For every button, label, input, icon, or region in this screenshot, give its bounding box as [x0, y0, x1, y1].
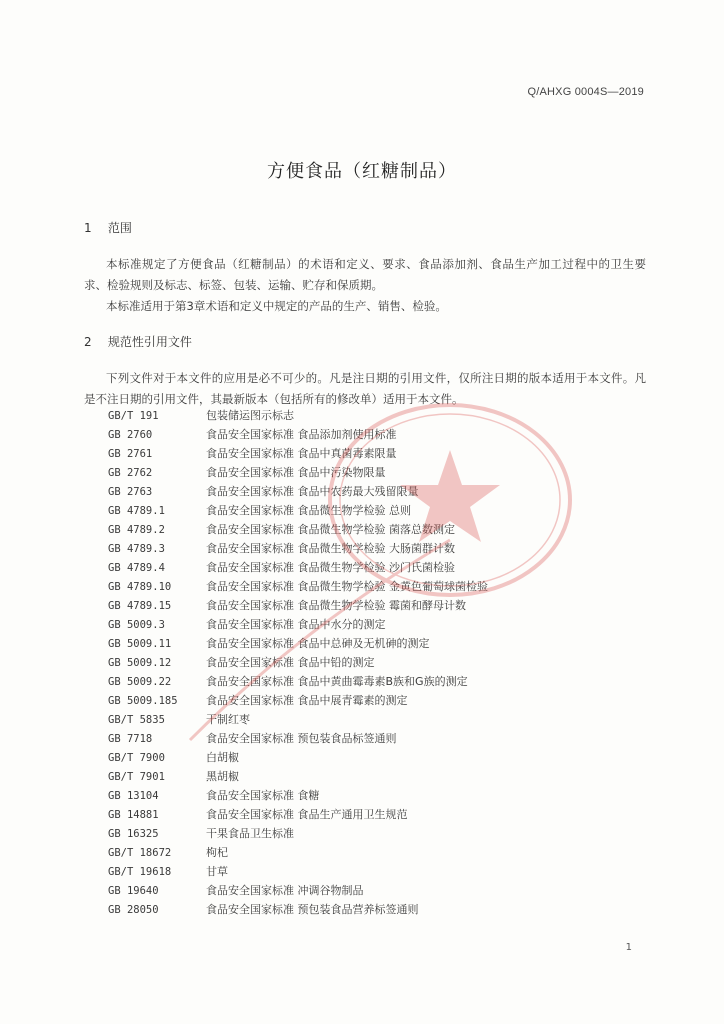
reference-item [108, 767, 628, 786]
reference-item [108, 862, 628, 881]
reference-title: 食品安全国家标准 食品中总砷及无机砷的测定 [206, 637, 430, 650]
section-1-number: 1 [84, 221, 92, 235]
document-title: 方便食品（红糖制品） [267, 161, 457, 182]
section-2-number: 2 [84, 335, 92, 349]
reference-title: 食品安全国家标准 食品微生物学检验 霉菌和酵母计数 [206, 599, 466, 612]
reference-item [108, 444, 628, 463]
reference-item [108, 596, 628, 615]
section-1-paragraph-2: 本标准适用于第3章术语和定义中规定的产品的生产、销售、检验。 [106, 299, 447, 313]
reference-code: GB 16325 [108, 828, 159, 840]
reference-title: 干果食品卫生标准 [206, 827, 294, 840]
reference-title: 食品安全国家标准 食品中真菌毒素限量 [206, 447, 397, 460]
reference-code: GB 4789.3 [108, 543, 165, 555]
reference-title: 食品安全国家标准 食品中黄曲霉毒素B族和G族的测定 [206, 675, 468, 688]
reference-title: 包装储运图示标志 [206, 409, 294, 422]
reference-title: 食品安全国家标准 食品中铅的测定 [206, 656, 375, 669]
reference-code: GB 4789.4 [108, 562, 165, 574]
section-2-intro: 下列文件对于本文件的应用是必不可少的。凡是注日期的引用文件，仅所注日期的版本适用于本文件。凡是不注日期的引用文件，其最新版本（包括所有的修改单）适用于本文件。 [84, 371, 646, 406]
reference-item [108, 710, 628, 729]
reference-code: GB 4789.2 [108, 524, 165, 536]
reference-title: 食品安全国家标准 冲调谷物制品 [206, 884, 364, 897]
section-2-heading [84, 333, 192, 350]
reference-item [108, 558, 628, 577]
reference-title: 白胡椒 [206, 751, 239, 764]
reference-item [108, 425, 628, 444]
reference-title: 食品安全国家标准 食品微生物学检验 总则 [206, 504, 411, 517]
reference-item [108, 539, 628, 558]
document-code: Q/AHXG 0004S—2019 [527, 86, 644, 98]
reference-item [108, 463, 628, 482]
reference-list [108, 406, 628, 919]
reference-code: GB 5009.12 [108, 657, 172, 669]
reference-title: 干制红枣 [206, 713, 250, 726]
reference-item [108, 577, 628, 596]
reference-code: GB 5009.22 [108, 676, 172, 688]
reference-title: 食品安全国家标准 食品生产通用卫生规范 [206, 808, 408, 821]
reference-item [108, 406, 628, 425]
reference-code: GB 4789.1 [108, 505, 165, 517]
reference-title: 食品安全国家标准 预包装食品标签通则 [206, 732, 397, 745]
reference-code: GB 7718 [108, 733, 153, 745]
reference-title: 食品安全国家标准 食品微生物学检验 金黄色葡萄球菌检验 [206, 580, 488, 593]
reference-title: 食品安全国家标准 食品中展青霉素的测定 [206, 694, 408, 707]
reference-item [108, 843, 628, 862]
reference-code: GB 5009.3 [108, 619, 165, 631]
reference-code: GB/T 5835 [108, 714, 165, 726]
reference-item [108, 881, 628, 900]
reference-code: GB/T 7901 [108, 771, 165, 783]
reference-code: GB/T 18672 [108, 847, 172, 859]
reference-item [108, 482, 628, 501]
reference-code: GB 28050 [108, 904, 159, 916]
reference-item [108, 691, 628, 710]
reference-title: 食品安全国家标准 食品添加剂使用标准 [206, 428, 397, 441]
reference-item [108, 824, 628, 843]
reference-code: GB/T 191 [108, 410, 159, 422]
reference-code: GB 13104 [108, 790, 159, 802]
reference-code: GB 4789.15 [108, 600, 172, 612]
reference-code: GB 19640 [108, 885, 159, 897]
section-2-title: 规范性引用文件 [107, 335, 192, 349]
reference-item [108, 729, 628, 748]
reference-code: GB/T 19618 [108, 866, 172, 878]
reference-title: 枸杞 [206, 846, 228, 859]
reference-code: GB/T 7900 [108, 752, 165, 764]
reference-title: 甘草 [206, 865, 228, 878]
reference-item [108, 501, 628, 520]
reference-title: 食品安全国家标准 食糖 [206, 789, 320, 802]
reference-code: GB 5009.11 [108, 638, 172, 650]
reference-code: GB 2763 [108, 486, 153, 498]
reference-item [108, 805, 628, 824]
reference-title: 食品安全国家标准 食品微生物学检验 菌落总数测定 [206, 523, 455, 536]
reference-title: 食品安全国家标准 食品微生物学检验 沙门氏菌检验 [206, 561, 455, 574]
page-number: 1 [625, 942, 632, 953]
reference-title: 黑胡椒 [206, 770, 239, 783]
section-1-title: 范围 [107, 221, 132, 235]
reference-item [108, 520, 628, 539]
reference-item [108, 634, 628, 653]
reference-item [108, 615, 628, 634]
reference-title: 食品安全国家标准 食品中水分的测定 [206, 618, 386, 631]
reference-item [108, 748, 628, 767]
reference-code: GB 2760 [108, 429, 153, 441]
reference-item [108, 672, 628, 691]
reference-title: 食品安全国家标准 食品中农药最大残留限量 [206, 485, 419, 498]
reference-title: 食品安全国家标准 食品中污染物限量 [206, 466, 386, 479]
reference-code: GB 4789.10 [108, 581, 172, 593]
reference-code: GB 14881 [108, 809, 159, 821]
reference-item [108, 786, 628, 805]
section-1-paragraph-1: 本标准规定了方便食品（红糖制品）的术语和定义、要求、食品添加剂、食品生产加工过程中的卫生要求、检验规则及标志、标签、包装、运输、贮存和保质期。 [84, 257, 646, 292]
reference-item [108, 900, 628, 919]
reference-code: GB 2762 [108, 467, 153, 479]
reference-item [108, 653, 628, 672]
reference-code: GB 5009.185 [108, 695, 178, 707]
reference-title: 食品安全国家标准 预包装食品营养标签通则 [206, 903, 419, 916]
reference-code: GB 2761 [108, 448, 153, 460]
reference-title: 食品安全国家标准 食品微生物学检验 大肠菌群计数 [206, 542, 455, 555]
section-1-heading [84, 219, 132, 236]
